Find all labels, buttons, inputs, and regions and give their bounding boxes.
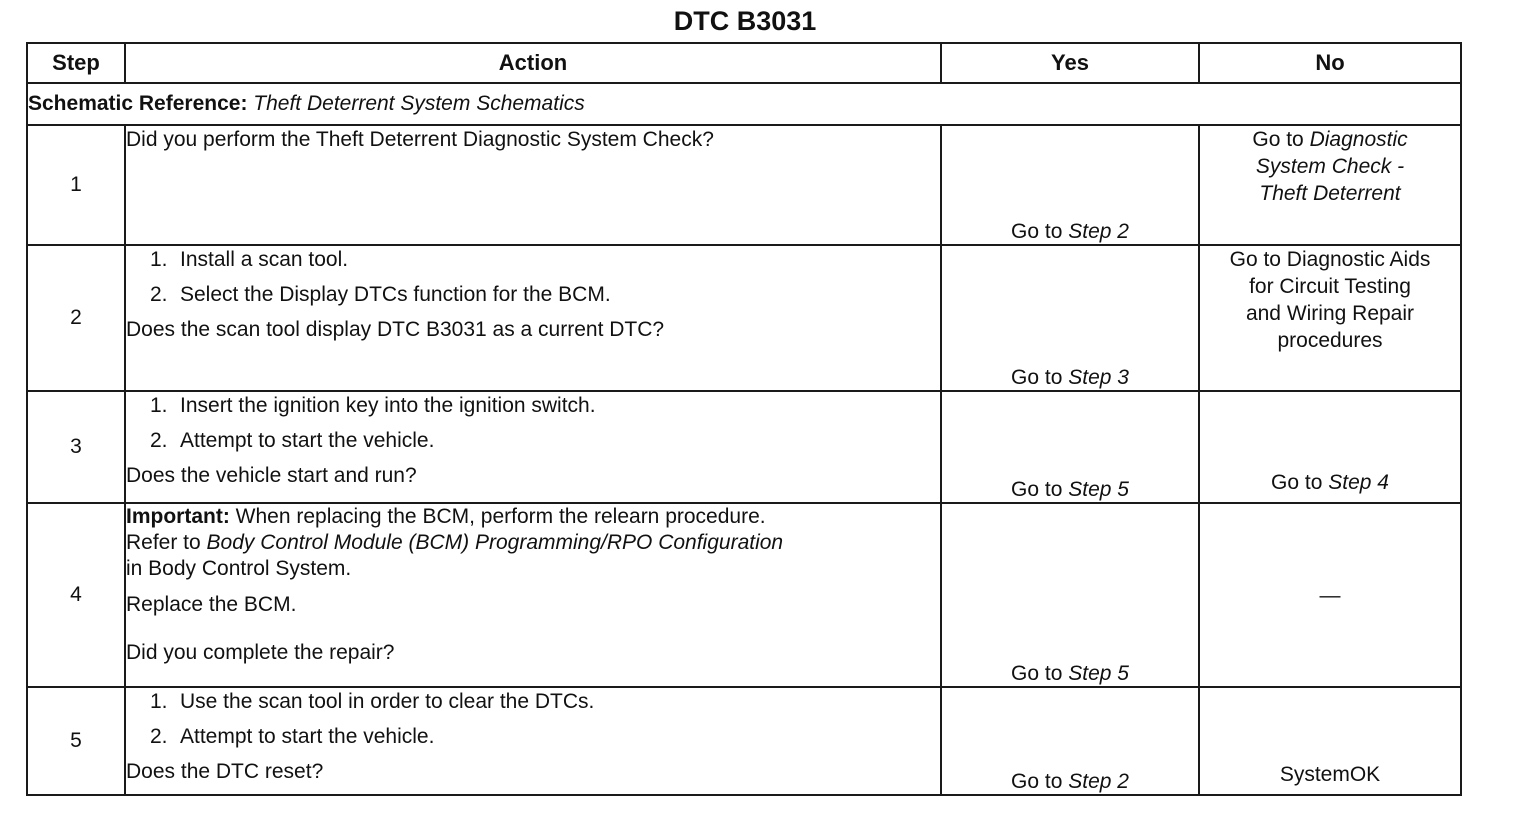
page-title: DTC B3031 xyxy=(673,6,817,36)
important-note: Important: When replacing the BCM, perform the relearn procedure. xyxy=(126,505,766,528)
no-cell xyxy=(1199,503,1461,687)
list-item: 2. Select the Display DTCs function for the BCM. xyxy=(150,283,611,306)
action-cell xyxy=(125,245,941,391)
no-cell xyxy=(1199,687,1461,795)
no-text: SystemOK xyxy=(1279,763,1381,786)
yes-link[interactable]: Step 3 xyxy=(1068,366,1129,389)
no-cell xyxy=(1199,125,1461,245)
no-text: for Circuit Testing xyxy=(1249,275,1411,298)
no-link[interactable]: Step 4 xyxy=(1328,471,1389,494)
table-row xyxy=(27,125,1461,245)
no-link[interactable]: Theft Deterrent xyxy=(1259,182,1401,205)
refer-suffix: in Body Control System. xyxy=(126,557,352,580)
step-number: 4 xyxy=(27,503,125,687)
step-number: 3 xyxy=(27,391,125,503)
refer-link[interactable]: Body Control Module (BCM) Programming/RPO Configuration xyxy=(206,531,784,554)
action-cell xyxy=(125,391,941,503)
header-step: Step xyxy=(27,43,125,83)
schematic-reference xyxy=(27,83,1461,125)
list-item: 1. Use the scan tool in order to clear the DTCs. xyxy=(150,690,595,713)
schematic-link[interactable]: Theft Deterrent System Schematics xyxy=(253,92,585,115)
goto-label: Go to xyxy=(1011,366,1063,389)
yes-cell xyxy=(941,687,1199,795)
header-row xyxy=(27,43,1461,83)
refer-note: Refer to Body Control Module (BCM) Programming/RPO Configuration xyxy=(126,531,784,554)
no-text: — xyxy=(1319,583,1341,607)
yes-cell xyxy=(941,245,1199,391)
table-row xyxy=(27,245,1461,391)
yes-cell xyxy=(941,503,1199,687)
list-item: 2. Attempt to start the vehicle. xyxy=(150,429,435,452)
question: Did you complete the repair? xyxy=(126,641,395,664)
goto-label: Go to xyxy=(1271,471,1323,494)
diagnostic-table xyxy=(26,42,1462,796)
important-label: Important: xyxy=(126,505,230,528)
question: Did you perform the Theft Deterrent Diagnostic System Check? xyxy=(126,128,714,151)
table-row xyxy=(27,687,1461,795)
no-link[interactable]: System Check - xyxy=(1255,155,1405,178)
header-yes: Yes xyxy=(941,43,1199,83)
question: Does the vehicle start and run? xyxy=(126,464,417,487)
no-text: and Wiring Repair xyxy=(1245,302,1415,325)
goto-label: Go to xyxy=(1011,770,1063,793)
no-cell xyxy=(1199,245,1461,391)
goto-label: Go to xyxy=(1011,220,1063,243)
list-item: 2. Attempt to start the vehicle. xyxy=(150,725,435,748)
schematic-row xyxy=(27,83,1461,125)
action-cell xyxy=(125,687,941,795)
instruction: Replace the BCM. xyxy=(126,593,297,616)
goto-label: Go to xyxy=(1252,128,1304,151)
no-text: Go to Diagnostic Aids xyxy=(1229,248,1431,271)
table-row xyxy=(27,391,1461,503)
yes-link[interactable]: Step 2 xyxy=(1068,220,1129,243)
goto-label: Go to xyxy=(1011,478,1063,501)
yes-link[interactable]: Step 2 xyxy=(1068,770,1129,793)
step-number: 1 xyxy=(27,125,125,245)
yes-link[interactable]: Step 5 xyxy=(1068,662,1129,685)
goto-label: Go to xyxy=(1011,662,1063,685)
header-action: Action xyxy=(125,43,941,83)
header-no: No xyxy=(1199,43,1461,83)
table-row xyxy=(27,503,1461,687)
no-text: procedures xyxy=(1277,329,1383,352)
question: Does the scan tool display DTC B3031 as a current DTC? xyxy=(126,318,665,341)
yes-cell xyxy=(941,125,1199,245)
action-cell xyxy=(125,125,941,245)
list-item: 1. Install a scan tool. xyxy=(150,248,349,271)
no-link[interactable]: Diagnostic xyxy=(1309,128,1408,151)
yes-link[interactable]: Step 5 xyxy=(1068,478,1129,501)
yes-cell xyxy=(941,391,1199,503)
schematic-label: Schematic Reference: xyxy=(28,92,248,115)
list-item: 1. Insert the ignition key into the ignition switch. xyxy=(150,394,596,417)
action-cell xyxy=(125,503,941,687)
step-number: 2 xyxy=(27,245,125,391)
no-cell xyxy=(1199,391,1461,503)
question: Does the DTC reset? xyxy=(126,760,324,783)
step-number: 5 xyxy=(27,687,125,795)
